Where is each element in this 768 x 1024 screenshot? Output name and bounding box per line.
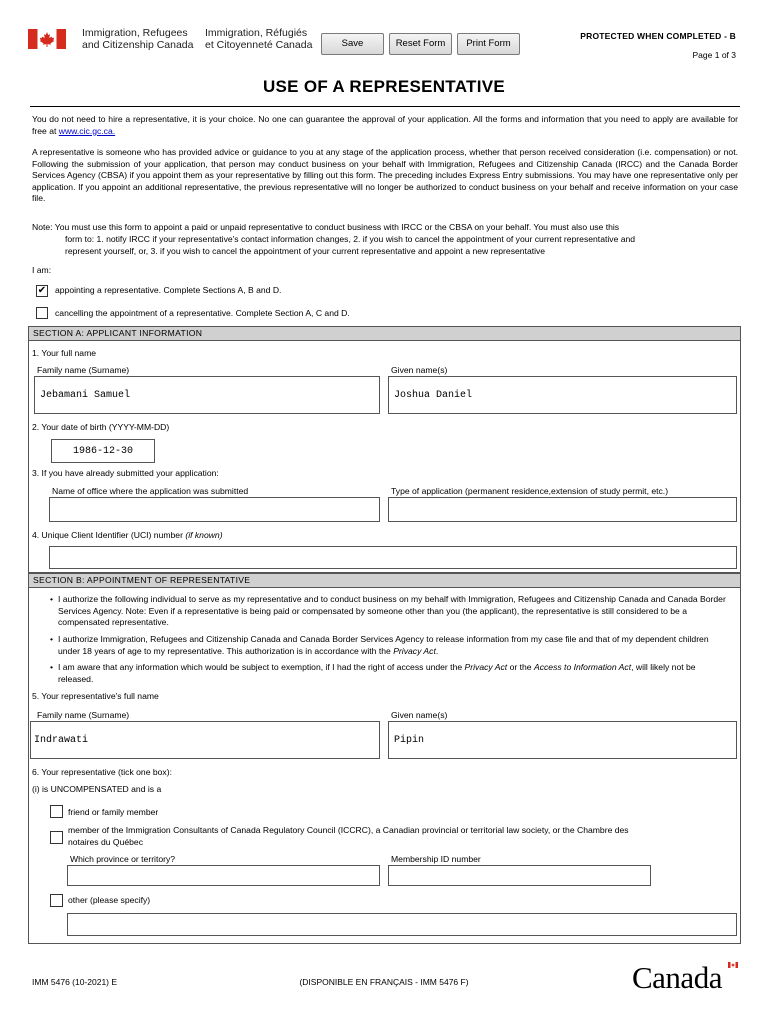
uci-input[interactable] xyxy=(49,546,737,569)
q6-label: 6. Your representative (tick one box): xyxy=(32,767,172,777)
iccrc-member-label-line2: notaires du Québec xyxy=(68,837,144,847)
q4-main: 4. Unique Client Identifier (UCI) number xyxy=(32,530,186,540)
canada-flag-icon xyxy=(28,29,66,49)
authorization-statement-3 xyxy=(58,662,732,685)
b3-privacy-act: Privacy Act xyxy=(464,662,508,672)
save-button[interactable]: Save xyxy=(321,33,384,55)
office-label: Name of office where the application was submitted xyxy=(52,486,249,496)
bullet-2: • xyxy=(50,634,54,644)
appointing-checkbox[interactable]: ✔ xyxy=(37,285,47,296)
iccrc-member-label-line1: member of the Immigration Consultants of Canada Regulatory Council (ICCRC), a Canadian provincial or territorial law society, or the Chambre des xyxy=(68,825,629,835)
section-b-header: SECTION B: APPOINTMENT OF REPRESENTATIVE xyxy=(28,573,741,588)
appointing-label: appointing a representative. Complete Sections A, B and D. xyxy=(55,285,282,295)
note-line-1: Note: You must use this form to appoint a paid or unpaid representative to conduct business with IRCC or the CBSA on your behalf. You must also use this xyxy=(32,222,620,232)
application-type-label: Type of application (permanent residence,extension of study permit, etc.) xyxy=(391,486,669,496)
membership-id-input[interactable] xyxy=(388,865,651,886)
protected-label: PROTECTED WHEN COMPLETED - B xyxy=(580,31,736,41)
print-form-button[interactable]: Print Form xyxy=(457,33,520,55)
applicant-given-name-label: Given name(s) xyxy=(391,365,448,375)
b3-b: or the xyxy=(507,662,534,672)
dept-en-line2: and Citizenship Canada xyxy=(82,39,194,51)
rep-given-name-input[interactable]: Pipin xyxy=(388,721,737,759)
q6-i-label: (i) is UNCOMPENSATED and is a xyxy=(32,784,162,794)
friend-family-label: friend or family member xyxy=(68,807,159,817)
dept-fr-line2: et Citoyenneté Canada xyxy=(205,39,313,51)
friend-family-checkbox[interactable] xyxy=(50,805,63,818)
rep-family-name-label: Family name (Surname) xyxy=(37,710,130,720)
iccrc-member-checkbox[interactable] xyxy=(50,831,63,844)
office-input[interactable] xyxy=(49,497,380,522)
application-type-input[interactable] xyxy=(388,497,737,522)
department-name-fr xyxy=(205,27,312,51)
intro-paragraph-2: A representative is someone who has provided advice or guidance to you at any stage of the application process, whether that person received consideration (i.e. compensation) or not. Following the submission of your application, that person may conduct business on your behalf with Immigration, Refugees and Citizenship Canada (IRCC) and the Canada Border Services Agency (CBSA) if you appoint them as your representative by filling out this form. The preceding includes Express Entry submissions. You may have one representative only per application. If you appoint an additional representative, the previous representative will no longer be authorized to conduct business on your behalf and receive information on your case file. xyxy=(32,147,738,203)
form-title: USE OF A REPRESENTATIVE xyxy=(262,77,506,96)
title-rule xyxy=(30,106,740,107)
applicant-family-name-label: Family name (Surname) xyxy=(37,365,130,375)
province-input[interactable] xyxy=(67,865,380,886)
b3-a: I am aware that any information which would be subject to exemption, if I had the right of access under the xyxy=(58,662,465,672)
other-label: other (please specify) xyxy=(68,895,151,905)
q4-italic: (if known) xyxy=(185,530,223,540)
applicant-family-name-input[interactable]: Jebamani Samuel xyxy=(34,376,380,414)
cancelling-checkbox[interactable] xyxy=(36,307,48,319)
q2-label: 2. Your date of birth (YYYY-MM-DD) xyxy=(32,422,170,432)
other-specify-input[interactable] xyxy=(67,913,737,936)
other-checkbox[interactable] xyxy=(50,894,63,907)
b3-c: , will likely not be released. xyxy=(58,662,696,684)
rep-family-name-input[interactable]: Indrawati xyxy=(30,721,380,759)
note-line-2: form to: 1. notify IRCC if your representative's contact information changes, 2. if you wish to cancel the appointment of your current representative and xyxy=(65,234,636,244)
authorization-statement-2 xyxy=(58,634,732,657)
intro-paragraph-1 xyxy=(32,114,738,137)
b2-end: . xyxy=(435,645,439,656)
q3-label: 3. If you have already submitted your application: xyxy=(32,468,219,478)
applicant-given-name-input[interactable]: Joshua Daniel xyxy=(388,376,737,414)
canada-wordmark: Canada xyxy=(632,960,722,995)
q1-label: 1. Your full name xyxy=(32,348,97,358)
bullet-1: • xyxy=(50,594,54,604)
cic-website-link[interactable]: www.cic.gc.ca. xyxy=(58,125,116,136)
dept-en-line1: Immigration, Refugees xyxy=(82,27,188,39)
form-id: IMM 5476 (10-2021) E xyxy=(32,977,118,987)
b2-main: I authorize Immigration, Refugees and Citizenship Canada and Canada Border Services Agency to release information from my case file and that of my dependent children under 18 years of age to my representative. This authorization is in accordance with the xyxy=(58,634,709,656)
intro-p1-text: You do not need to hire a representative, it is your choice. No one can guarantee the approval of your application. All the forms and information that you need to apply are available for free at xyxy=(32,114,738,136)
cancelling-label: cancelling the appointment of a representative. Complete Section A, C and D. xyxy=(55,308,350,318)
b3-access-act: Access to Information Act xyxy=(533,662,632,672)
page-number: Page 1 of 3 xyxy=(692,50,736,60)
french-availability: (DISPONIBLE EN FRANÇAIS - IMM 5476 F) xyxy=(299,977,469,987)
q5-label: 5. Your representative's full name xyxy=(32,691,159,701)
dept-fr-line1: Immigration, Réfugiés xyxy=(205,27,308,39)
i-am-label: I am: xyxy=(32,265,52,275)
bullet-3: • xyxy=(50,662,54,672)
province-label: Which province or territory? xyxy=(70,854,176,864)
section-a-header: SECTION A: APPLICANT INFORMATION xyxy=(28,326,741,341)
date-of-birth-input[interactable]: 1986-12-30 xyxy=(51,439,155,463)
q4-label xyxy=(32,530,223,540)
wordmark-flag-icon xyxy=(728,962,738,968)
department-name-en xyxy=(82,27,194,51)
rep-given-name-label: Given name(s) xyxy=(391,710,448,720)
authorization-statement-1: I authorize the following individual to serve as my representative and to conduct business on my behalf with Immigration, Refugees and Citizenship Canada and Canada Border Services Agency. Note: Even if a representative is being paid or compensated by someone other than you (the applicant), the representative is still considered to be a compensated representative. xyxy=(58,594,726,627)
reset-form-button[interactable]: Reset Form xyxy=(389,33,452,55)
note-line-3: represent yourself, or, 3. if you wish to cancel the appointment of your current representative and appoint a new representative xyxy=(65,246,546,256)
membership-id-label: Membership ID number xyxy=(391,854,481,864)
b2-privacy-act: Privacy Act xyxy=(393,645,436,656)
